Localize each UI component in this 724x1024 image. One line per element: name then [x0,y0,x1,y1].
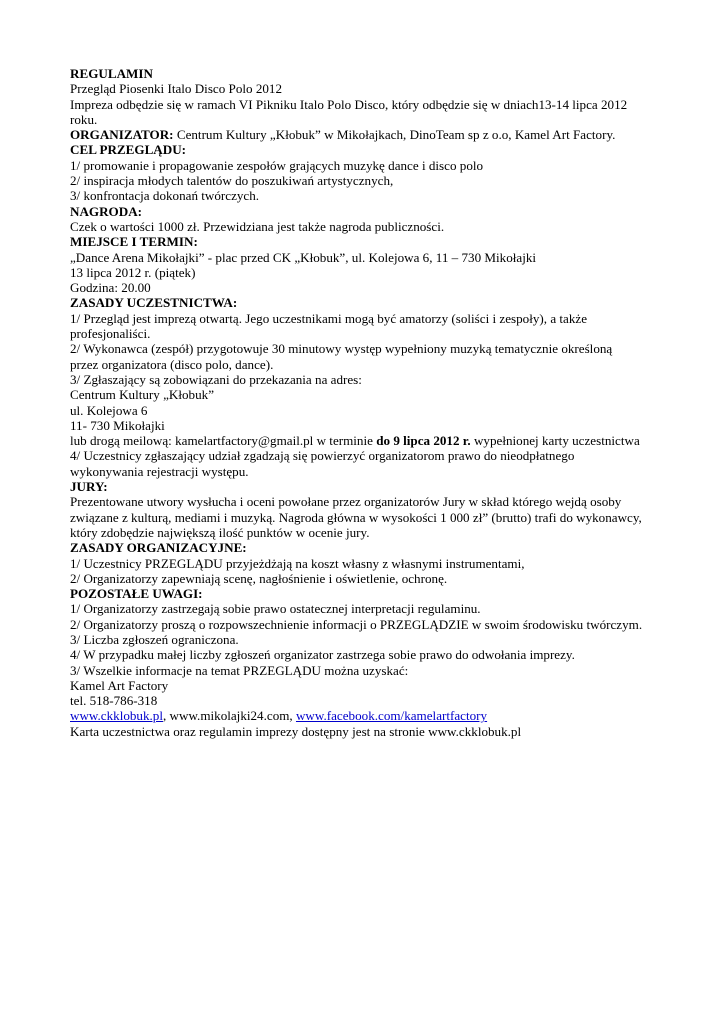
cel-item-2: 2/ inspiracja młodych talentów do poszukiwań artystycznych, [70,173,394,189]
section-heading-miejsce: MIEJSCE I TERMIN: [70,234,198,250]
organizer-text: Centrum Kultury „Kłobuk” w Mikołajkach, DinoTeam sp z o.o, Kamel Art Factory. [173,127,616,143]
email-deadline-line [70,433,670,448]
zasady-4-line-2: wykonywania rejestracji występu. [70,463,249,479]
jury-line-1: Prezentowane utwory wysłucha i oceni powołane przez organizatorów Jury w skład którego wejdą osoby [70,494,622,510]
zasady-3-line-1: 3/ Zgłaszający są zobowiązani do przekazania na adres: [70,371,362,387]
jury-line-2: związane z kulturą, mediami i muzyką. Nagroda główna w wysokości 1 000 zł” (brutto) trafi do wykonawcy, [70,509,642,525]
cel-item-3: 3/ konfrontacja dokonań twórczych. [70,188,260,204]
organizer-label: ORGANIZATOR: [70,127,174,143]
address-line-2: ul. Kolejowa 6 [70,402,148,418]
email-pre: lub drogą meilową: kamelartfactory@gmail.pl w terminie [70,433,377,449]
zasady-4-line-1: 4/ Uczestnicy zgłaszający udział zgadzają się powierzyć organizatorom prawo do nieodpłatnego [70,448,575,464]
section-heading-cel: CEL PRZEGLĄDU: [70,142,187,158]
footer-note: Karta uczestnictwa oraz regulamin imprezy dostępny jest na stronie www.ckklobuk.pl [70,723,522,739]
section-heading-nagroda: NAGRODA: [70,203,143,219]
intro-line-1: Impreza odbędzie się w ramach VI Pikniku Italo Polo Disco, który odbędzie się w dniach13-14 lipca 2012 [70,96,628,112]
section-heading-zasady: ZASADY UCZESTNICTWA: [70,295,238,311]
zasady-1-line-1: 1/ Przegląd jest imprezą otwartą. Jego uczestnikami mogą być amatorzy (soliści i zespoły), a także [70,310,588,326]
cel-item-1: 1/ promowanie i propagowanie zespołów grających muzykę dance i disco polo [70,157,484,173]
facebook-link[interactable]: www.facebook.com/kamelartfactory [295,708,488,724]
ckklobuk-link[interactable]: www.ckklobuk.pl [70,708,163,724]
email-post: wypełnionej karty uczestnictwa [470,433,640,449]
uwagi-item-1: 1/ Organizatorzy zastrzegają sobie prawo ostatecznej interpretacji regulaminu. [70,601,481,617]
address-line-3: 11- 730 Mikołajki [70,417,165,433]
organizer-line [70,127,670,142]
miejsce-time: Godzina: 20.00 [70,280,151,296]
miejsce-date: 13 lipca 2012 r. (piątek) [70,264,196,280]
intro-line-2: roku. [70,111,98,127]
organizacyjne-item-2: 2/ Organizatorzy zapewniają scenę, nagłośnienie i oświetlenie, ochronę. [70,570,448,586]
document-subtitle: Przegląd Piosenki Italo Disco Polo 2012 [70,81,283,97]
uwagi-item-2: 2/ Organizatorzy proszą o rozpowszechnienie informacji o PRZEGLĄDZIE w swoim środowisku twórczym. [70,616,643,632]
uwagi-item-5: 3/ Wszelkie informacje na temat PRZEGLĄDU można uzyskać: [70,662,409,678]
document-title: REGULAMIN [70,66,153,81]
contact-phone: tel. 518-786-318 [70,693,158,709]
deadline-bold: do 9 lipca 2012 r. [376,433,471,449]
zasady-2-line-1: 2/ Wykonawca (zespół) przygotowuje 30 minutowy występ wypełniony muzyką tematycznie określoną [70,341,613,357]
uwagi-item-4: 4/ W przypadku małej liczby zgłoszeń organizator zastrzega sobie prawo do odwołania imprezy. [70,647,575,663]
organizacyjne-item-1: 1/ Uczestnicy PRZEGLĄDU przyjeżdżają na koszt własny z własnymi instrumentami, [70,555,525,571]
address-line-1: Centrum Kultury „Kłobuk” [70,387,215,403]
contact-name: Kamel Art Factory [70,677,169,693]
zasady-2-line-2: przez organizatora (disco polo, dance). [70,356,274,372]
links-separator: , www.mikolajki24.com, [162,708,296,724]
links-line [70,708,670,723]
section-heading-uwagi: POZOSTAŁE UWAGI: [70,586,203,602]
jury-line-3: który zdobędzie największą ilość punktów w ocenie jury. [70,524,370,540]
miejsce-venue: „Dance Arena Mikołajki” - plac przed CK „Kłobuk”, ul. Kolejowa 6, 11 – 730 Mikołajki [70,249,537,265]
uwagi-item-3: 3/ Liczba zgłoszeń ograniczona. [70,631,239,647]
document-page [70,66,670,739]
section-heading-organizacyjne: ZASADY ORGANIZACYJNE: [70,540,247,556]
section-heading-jury: JURY: [70,479,108,495]
nagroda-text: Czek o wartości 1000 zł. Przewidziana jest także nagroda publiczności. [70,218,445,234]
zasady-1-line-2: profesjonaliści. [70,326,151,342]
